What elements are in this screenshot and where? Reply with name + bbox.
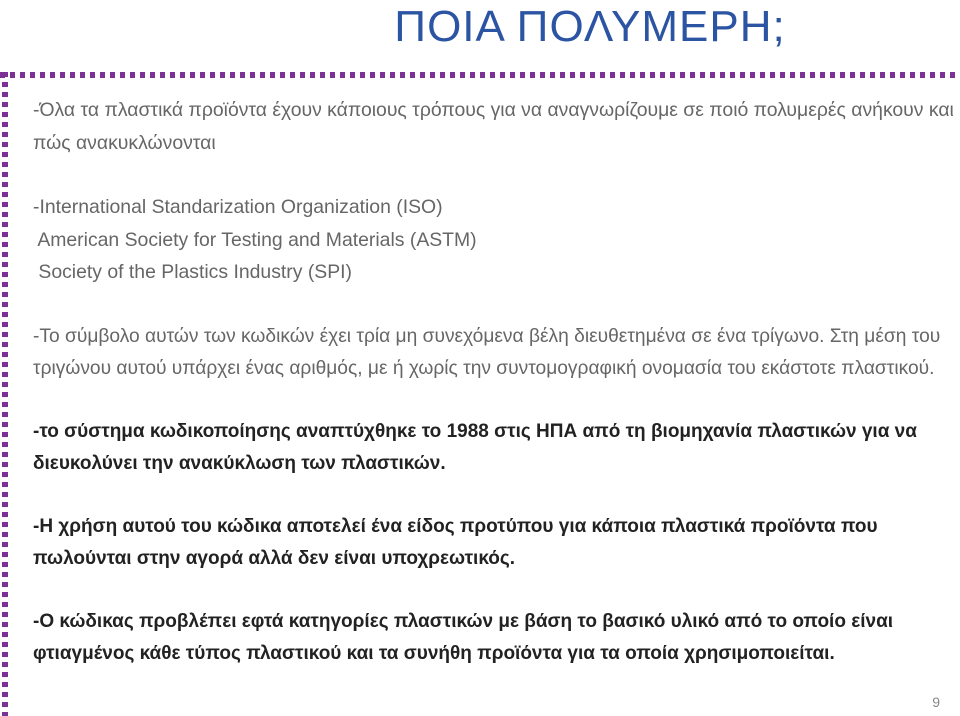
- paragraph-categories: -Ο κώδικας προβλέπει εφτά κατηγορίες πλαστικών με βάση το βασικό υλικό από το οποίο είναι φτιαγμένος κάθε τύπος πλαστικού και τα συνήθη προϊόντα για τα οποία χρησιμοποιείται.: [33, 610, 894, 664]
- dotted-border-top: [0, 72, 960, 78]
- paragraph-intro: -Όλα τα πλαστικά προϊόντα έχουν κάποιους τρόπους για να αναγνωρίζουμε σε ποιό πολυμερές ανήκουν και πώς ανακυκλώνονται: [33, 99, 954, 154]
- dotted-border-left: [2, 72, 8, 716]
- org-astm: American Society for Testing and Materials (ASTM): [33, 228, 477, 251]
- paragraph-usage: -Η χρήση αυτού του κώδικα αποτελεί ένα είδος προτύπου για κάποια πλαστικά προϊόντα που πωλούνται στην αγορά αλλά δεν είναι υποχρεωτικός.: [33, 515, 878, 569]
- paragraph-symbol: -Το σύμβολο αυτών των κωδικών έχει τρία μη συνεχόμενα βέλη διευθετημένα σε ένα τρίγωνο. Στη μέση του τριγώνου αυτού υπάρχει ένας αριθμός, με ή χωρίς την συντομογραφική ονομασία του εκάστοτε πλαστικού.: [33, 325, 941, 379]
- paragraph-history: -το σύστημα κωδικοποίησης αναπτύχθηκε το 1988 στις ΗΠΑ από τη βιομηχανία πλαστικών για να διευκολύνει την ανακύκλωση των πλαστικών.: [33, 420, 917, 474]
- org-iso: -International Standarization Organization (ISO): [33, 196, 443, 218]
- slide-title: ΠΟΙΑ ΠΟΛΥΜΕΡΗ;: [394, 2, 786, 51]
- org-spi: Society of the Plastics Industry (SPI): [33, 261, 352, 283]
- slide-content: [33, 94, 958, 671]
- page-number: 9: [932, 694, 940, 710]
